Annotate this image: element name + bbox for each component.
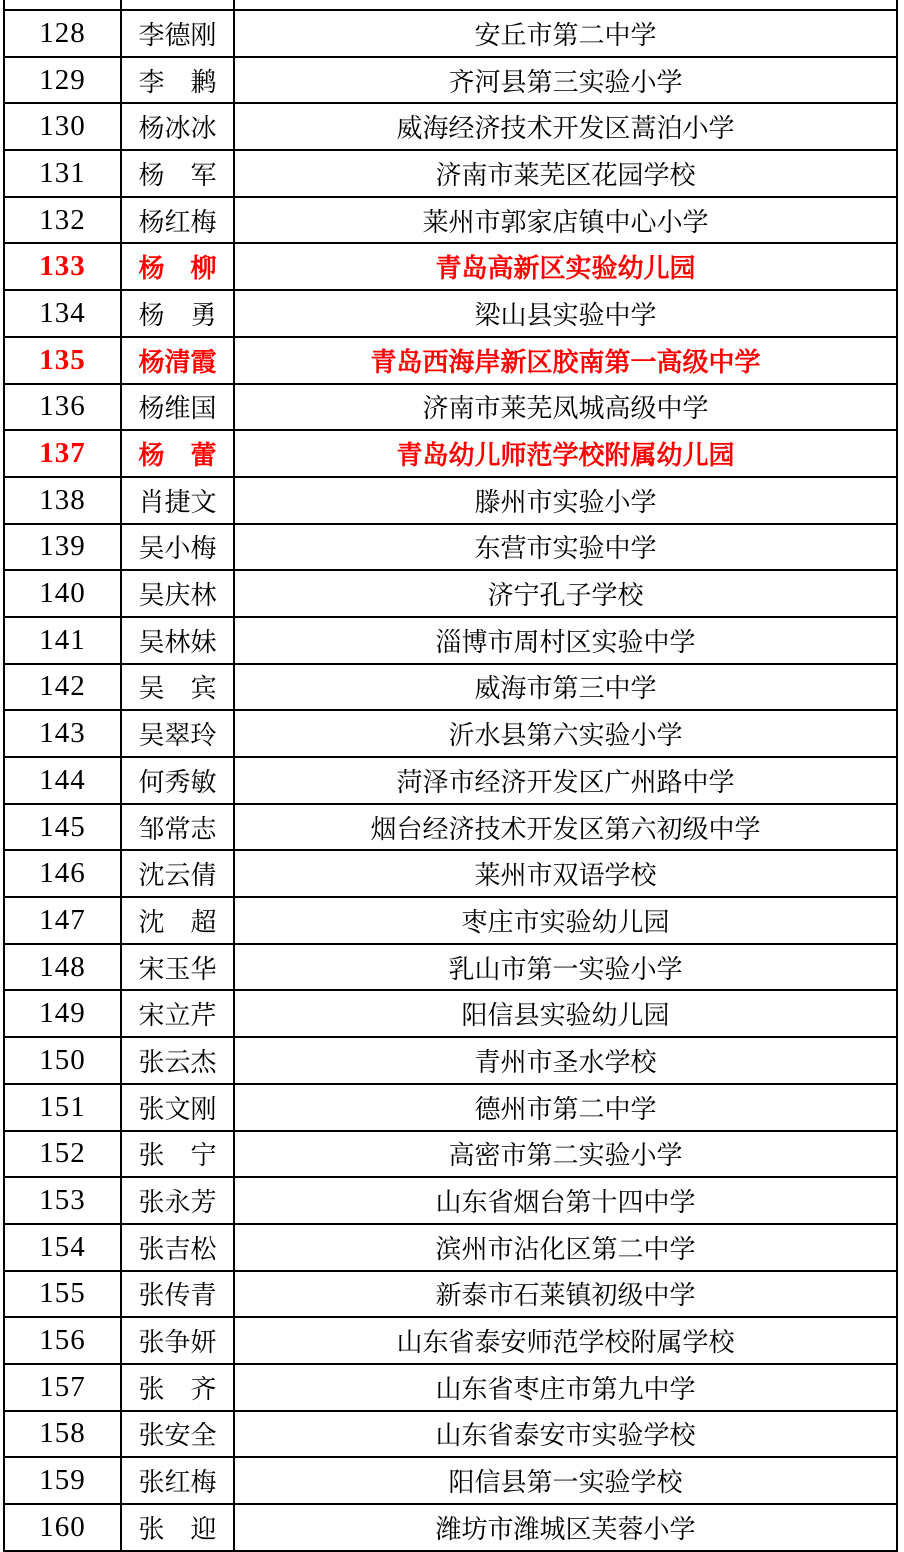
index-cell: 133: [4, 243, 121, 290]
school-cell: 青岛幼儿师范学校附属幼儿园: [234, 430, 897, 477]
index-cell: 138: [4, 477, 121, 524]
school-cell: 潍坊市潍城区芙蓉小学: [234, 1504, 897, 1551]
name-cell: 杨清霞: [121, 337, 234, 384]
index-cell: 132: [4, 197, 121, 244]
school-cell: 青岛西海岸新区胶南第一高级中学: [234, 337, 897, 384]
school-cell: 济南市莱芜凤城高级中学: [234, 384, 897, 431]
name-cell: 杨红梅: [121, 197, 234, 244]
index-cell: 143: [4, 710, 121, 757]
name-cell: [121, 0, 234, 10]
school-cell: 阳信县实验幼儿园: [234, 990, 897, 1037]
name-cell: 杨 军: [121, 150, 234, 197]
index-cell: 144: [4, 757, 121, 804]
table-row: [4, 710, 897, 757]
name-cell: 杨 柳: [121, 243, 234, 290]
name-cell: 张永芳: [121, 1177, 234, 1224]
school-cell: 烟台经济技术开发区第六初级中学: [234, 804, 897, 851]
index-cell: 146: [4, 850, 121, 897]
cut-off-row: [4, 0, 897, 10]
school-cell: 山东省泰安市实验学校: [234, 1411, 897, 1458]
table-row: [4, 337, 897, 384]
table-row: [4, 897, 897, 944]
index-cell: [4, 0, 121, 10]
table-row: [4, 1411, 897, 1458]
index-cell: 148: [4, 944, 121, 991]
index-cell: 154: [4, 1224, 121, 1271]
table-row: [4, 804, 897, 851]
index-cell: 158: [4, 1411, 121, 1458]
name-cell: 吴小梅: [121, 524, 234, 571]
table-row: [4, 944, 897, 991]
table-row: [4, 290, 897, 337]
name-cell: 张传青: [121, 1271, 234, 1318]
index-cell: 149: [4, 990, 121, 1037]
index-cell: 131: [4, 150, 121, 197]
table-row: [4, 150, 897, 197]
table-row: [4, 1317, 897, 1364]
school-cell: 滕州市实验小学: [234, 477, 897, 524]
index-cell: 145: [4, 804, 121, 851]
school-cell: 山东省泰安师范学校附属学校: [234, 1317, 897, 1364]
name-cell: 肖捷文: [121, 477, 234, 524]
school-cell: 青岛高新区实验幼儿园: [234, 243, 897, 290]
name-cell: 张文刚: [121, 1084, 234, 1131]
table-row: [4, 757, 897, 804]
index-cell: 128: [4, 10, 121, 57]
table-row: [4, 57, 897, 104]
roster-body: [4, 0, 897, 1551]
table-row: [4, 1504, 897, 1551]
table-row: [4, 617, 897, 664]
table-row: [4, 1271, 897, 1318]
school-cell: 山东省枣庄市第九中学: [234, 1364, 897, 1411]
index-cell: 142: [4, 664, 121, 711]
table-row: [4, 1131, 897, 1178]
table-row: [4, 1457, 897, 1504]
name-cell: 杨冰冰: [121, 103, 234, 150]
table-row: [4, 103, 897, 150]
name-cell: 李德刚: [121, 10, 234, 57]
table-row: [4, 850, 897, 897]
name-cell: 吴 宾: [121, 664, 234, 711]
name-cell: 张 迎: [121, 1504, 234, 1551]
school-cell: 莱州市郭家店镇中心小学: [234, 197, 897, 244]
index-cell: 141: [4, 617, 121, 664]
school-cell: 青州市圣水学校: [234, 1037, 897, 1084]
name-cell: 吴林妹: [121, 617, 234, 664]
school-cell: 乳山市第一实验小学: [234, 944, 897, 991]
name-cell: 李 鹣: [121, 57, 234, 104]
index-cell: 150: [4, 1037, 121, 1084]
name-cell: 沈 超: [121, 897, 234, 944]
table-row: [4, 524, 897, 571]
table-row: [4, 990, 897, 1037]
index-cell: 134: [4, 290, 121, 337]
school-cell: 威海经济技术开发区蒿泊小学: [234, 103, 897, 150]
table-row: [4, 570, 897, 617]
table-row: [4, 477, 897, 524]
school-cell: 枣庄市实验幼儿园: [234, 897, 897, 944]
roster-table: [3, 0, 898, 1552]
school-cell: 菏泽市经济开发区广州路中学: [234, 757, 897, 804]
name-cell: 宋玉华: [121, 944, 234, 991]
index-cell: 140: [4, 570, 121, 617]
index-cell: 137: [4, 430, 121, 477]
table-row: [4, 430, 897, 477]
index-cell: 155: [4, 1271, 121, 1318]
index-cell: 160: [4, 1504, 121, 1551]
name-cell: 张吉松: [121, 1224, 234, 1271]
school-cell: 威海市第三中学: [234, 664, 897, 711]
school-cell: 新泰市石莱镇初级中学: [234, 1271, 897, 1318]
school-cell: 莱州市双语学校: [234, 850, 897, 897]
school-cell: 沂水县第六实验小学: [234, 710, 897, 757]
name-cell: 张争妍: [121, 1317, 234, 1364]
table-row: [4, 1084, 897, 1131]
name-cell: 邹常志: [121, 804, 234, 851]
name-cell: 宋立芹: [121, 990, 234, 1037]
name-cell: 吴翠玲: [121, 710, 234, 757]
school-cell: 滨州市沾化区第二中学: [234, 1224, 897, 1271]
school-cell: 淄博市周村区实验中学: [234, 617, 897, 664]
school-cell: 安丘市第二中学: [234, 10, 897, 57]
name-cell: 张 齐: [121, 1364, 234, 1411]
table-row: [4, 1224, 897, 1271]
name-cell: 杨维国: [121, 384, 234, 431]
name-cell: 沈云倩: [121, 850, 234, 897]
table-row: [4, 1364, 897, 1411]
index-cell: 151: [4, 1084, 121, 1131]
school-cell: [234, 0, 897, 10]
name-cell: 张云杰: [121, 1037, 234, 1084]
index-cell: 139: [4, 524, 121, 571]
index-cell: 152: [4, 1131, 121, 1178]
school-cell: 高密市第二实验小学: [234, 1131, 897, 1178]
name-cell: 张 宁: [121, 1131, 234, 1178]
school-cell: 济南市莱芜区花园学校: [234, 150, 897, 197]
index-cell: 129: [4, 57, 121, 104]
name-cell: 吴庆林: [121, 570, 234, 617]
table-row: [4, 1177, 897, 1224]
name-cell: 张红梅: [121, 1457, 234, 1504]
index-cell: 159: [4, 1457, 121, 1504]
table-row: [4, 1037, 897, 1084]
table-row: [4, 384, 897, 431]
school-cell: 山东省烟台第十四中学: [234, 1177, 897, 1224]
school-cell: 东营市实验中学: [234, 524, 897, 571]
school-cell: 德州市第二中学: [234, 1084, 897, 1131]
name-cell: 杨 勇: [121, 290, 234, 337]
index-cell: 153: [4, 1177, 121, 1224]
table-row: [4, 10, 897, 57]
table-row: [4, 197, 897, 244]
index-cell: 156: [4, 1317, 121, 1364]
name-cell: 杨 蕾: [121, 430, 234, 477]
index-cell: 157: [4, 1364, 121, 1411]
index-cell: 147: [4, 897, 121, 944]
name-cell: 张安全: [121, 1411, 234, 1458]
index-cell: 135: [4, 337, 121, 384]
school-cell: 梁山县实验中学: [234, 290, 897, 337]
index-cell: 130: [4, 103, 121, 150]
index-cell: 136: [4, 384, 121, 431]
name-cell: 何秀敏: [121, 757, 234, 804]
table-row: [4, 243, 897, 290]
school-cell: 齐河县第三实验小学: [234, 57, 897, 104]
table-row: [4, 664, 897, 711]
school-cell: 济宁孔子学校: [234, 570, 897, 617]
school-cell: 阳信县第一实验学校: [234, 1457, 897, 1504]
